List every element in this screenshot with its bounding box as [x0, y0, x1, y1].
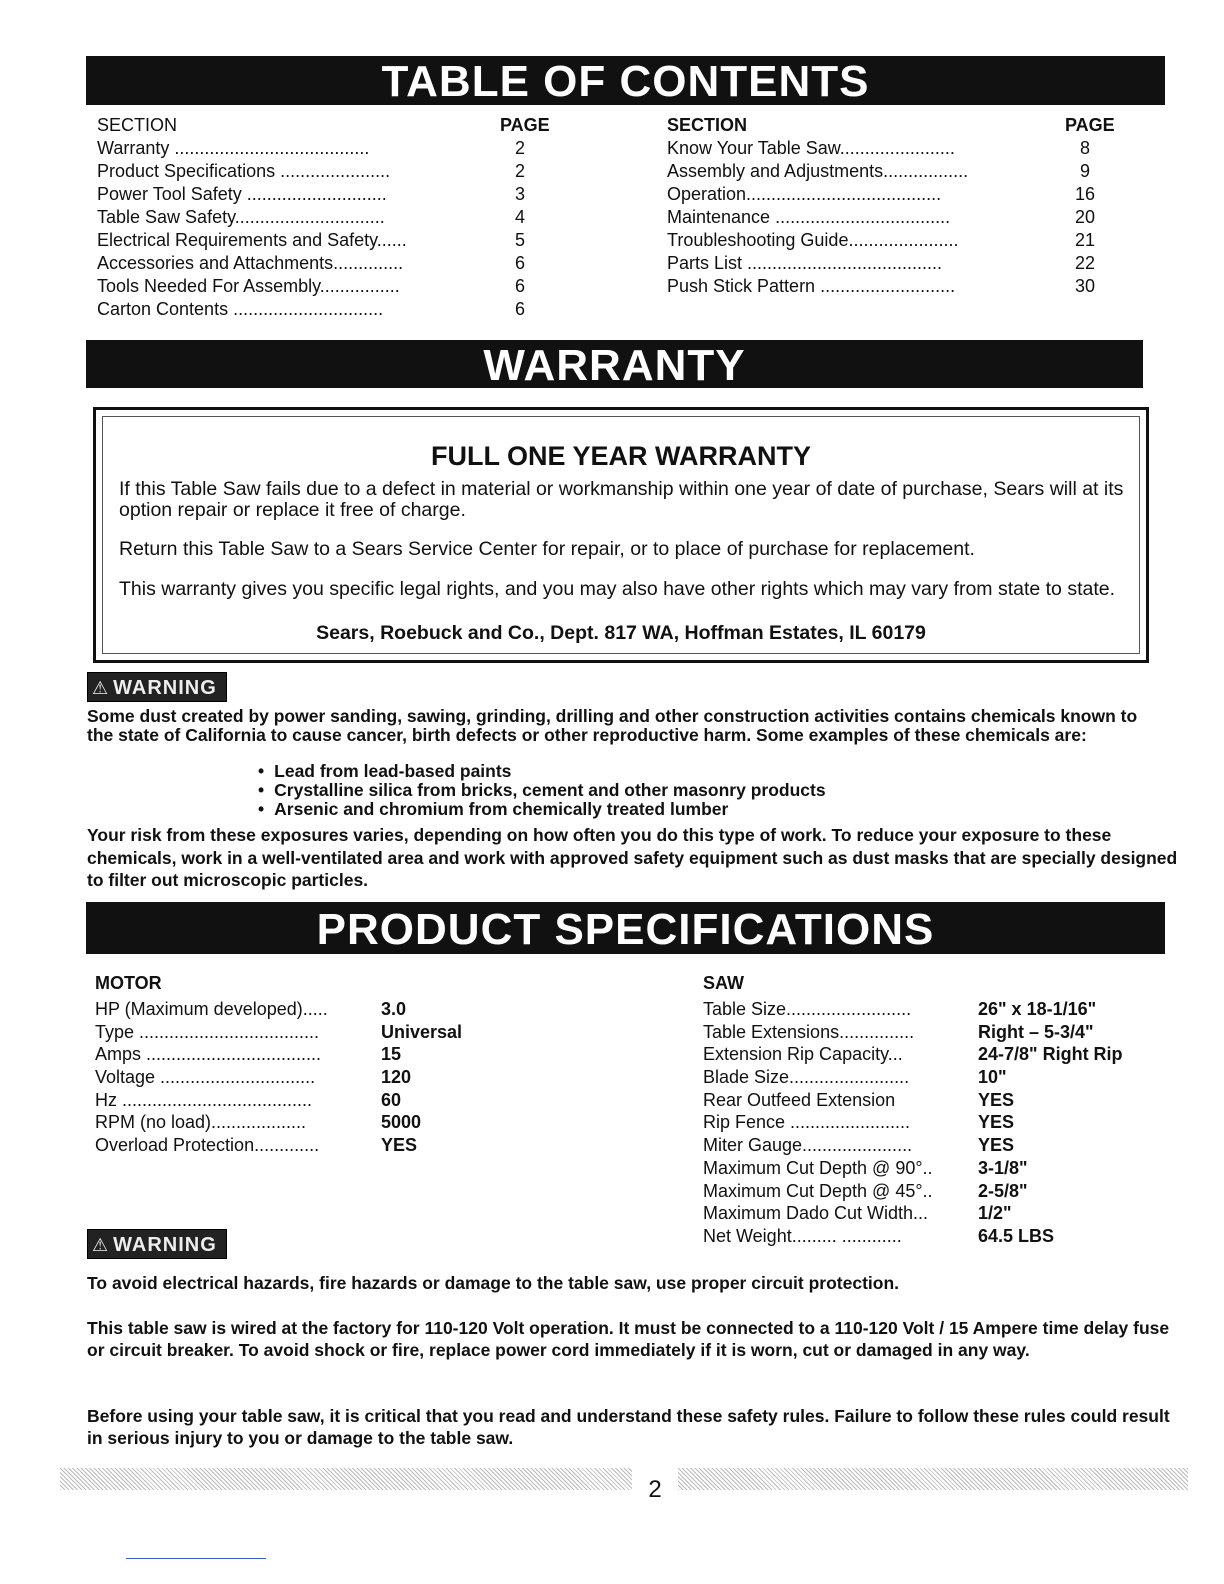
spec-row	[95, 1089, 515, 1112]
warranty-heading: WARRANTY	[483, 341, 746, 390]
spec-label: Table Size.........................	[703, 999, 912, 1019]
warning-label: WARNING	[113, 677, 217, 699]
saw-specs	[703, 972, 1173, 1248]
spec-value: Right – 5-3/4"	[978, 1021, 1094, 1042]
warning-triangle-icon: ⚠	[92, 1235, 110, 1255]
toc-entry-page: 8	[1079, 138, 1090, 158]
spec-label: Blade Size........................	[703, 1067, 910, 1088]
toc-row	[97, 252, 567, 275]
warranty-paragraph: This warranty gives you specific legal rights, and you may also have other rights which may vary from state to state.	[119, 578, 1116, 600]
toc-row	[97, 206, 567, 229]
toc-row	[667, 183, 1137, 206]
spec-row	[703, 1134, 1173, 1157]
toc-left-column	[97, 114, 567, 321]
spec-row	[703, 1111, 1173, 1134]
spec-value: 26" x 18-1/16"	[978, 999, 1097, 1019]
spec-label: Rear Outfeed Extension	[703, 1089, 896, 1110]
toc-entry-page: 22	[1074, 253, 1096, 273]
spec-row	[703, 998, 1173, 1021]
toc-entry-page: 6	[514, 299, 525, 319]
spec-value: YES	[978, 1112, 1015, 1133]
bottom-rule	[126, 1558, 266, 1559]
spec-value: YES	[978, 1089, 1015, 1110]
spec-label: RPM (no load)...................	[95, 1112, 307, 1133]
spec-label: Voltage ...............................	[95, 1067, 316, 1088]
toc-row	[97, 229, 567, 252]
toc-entry-page: 2	[514, 138, 525, 158]
spec-row	[703, 1180, 1173, 1203]
toc-right-column	[667, 114, 1137, 298]
specs-heading: PRODUCT SPECIFICATIONS	[316, 905, 935, 954]
toc-row	[667, 275, 1137, 298]
list-item: • Arsenic and chromium from chemically treated lumber	[258, 800, 826, 819]
spec-label: Overload Protection.............	[95, 1135, 320, 1156]
toc-row	[667, 252, 1137, 275]
toc-entry-label: Maintenance ...................................	[667, 207, 951, 227]
toc-row	[97, 183, 567, 206]
spec-label: Net Weight......... ............	[703, 1225, 902, 1246]
toc-entry-label: Tools Needed For Assembly................	[97, 276, 400, 296]
electrical-warning-2: This table saw is wired at the factory for 110-120 Volt operation. It must be connected to a 110-120 Volt / 15 Ampere time delay fuse or circuit breaker. To avoid shock or fire, replace power cord immediately if it is worn, cut or damaged in any way.	[87, 1318, 1170, 1360]
spec-label: Amps ...................................	[95, 1044, 322, 1065]
warranty-paragraph: Return this Table Saw to a Sears Service Center for repair, or to place of purchase for replacement.	[119, 538, 975, 560]
toc-row	[667, 229, 1137, 252]
toc-heading-banner	[86, 56, 1165, 105]
toc-entry-page: 20	[1074, 207, 1096, 227]
spec-row	[703, 1157, 1173, 1180]
toc-entry-page: 16	[1074, 184, 1096, 204]
warning-badge	[87, 672, 227, 702]
spec-value: 3-1/8"	[978, 1157, 1028, 1178]
spec-label: Miter Gauge......................	[703, 1135, 913, 1156]
spec-label: Maximum Cut Depth @ 90°..	[703, 1157, 933, 1178]
toc-section-label: SECTION	[667, 115, 748, 135]
spec-row	[95, 1134, 515, 1157]
spec-label: Table Extensions...............	[703, 1021, 915, 1042]
spec-label: Type ....................................	[95, 1021, 320, 1042]
warranty-paragraph: If this Table Saw fails due to a defect in material or workmanship within one year of date of purchase, Sears will at its option repair or replace it free of charge.	[119, 478, 1124, 521]
toc-heading: TABLE OF CONTENTS	[381, 57, 870, 106]
saw-heading: SAW	[703, 973, 745, 993]
spec-label: Maximum Dado Cut Width...	[703, 1203, 929, 1224]
toc-row	[97, 275, 567, 298]
toc-entry-page: 3	[514, 184, 525, 204]
spec-value: 1/2"	[978, 1203, 1012, 1224]
spec-row	[95, 1043, 515, 1066]
toc-entry-label: Carton Contents ..............................	[97, 299, 384, 319]
toc-entry-label: Electrical Requirements and Safety......	[97, 230, 407, 250]
spec-value: 24-7/8" Right Rip	[978, 1044, 1123, 1065]
toc-entry-page: 4	[514, 207, 525, 227]
warranty-heading-banner	[86, 340, 1143, 388]
toc-entry-label: Know Your Table Saw.......................	[667, 138, 955, 158]
toc-entry-label: Warranty .......................................	[97, 138, 370, 158]
toc-entry-page: 2	[514, 161, 525, 181]
spec-row	[703, 1089, 1173, 1112]
toc-entry-page: 6	[514, 276, 525, 296]
spec-value: 5000	[381, 1112, 422, 1133]
spec-row	[95, 1066, 515, 1089]
toc-entry-label: Table Saw Safety..............................	[97, 207, 385, 227]
toc-row	[667, 206, 1137, 229]
toc-entry-page: 30	[1074, 276, 1096, 296]
spec-row	[703, 1021, 1173, 1044]
toc-entry-label: Troubleshooting Guide......................	[667, 230, 959, 250]
toc-page-label: PAGE	[500, 115, 550, 135]
spec-row	[95, 1111, 515, 1134]
toc-row	[667, 160, 1137, 183]
toc-entry-page: 5	[514, 230, 525, 250]
spec-row	[703, 1225, 1173, 1248]
spec-label: Hz ......................................	[95, 1089, 313, 1110]
warning-triangle-icon: ⚠	[92, 678, 110, 698]
warranty-box-inner	[102, 416, 1140, 654]
warning-badge	[87, 1229, 227, 1259]
toc-entry-label: Accessories and Attachments..............	[97, 253, 404, 273]
toc-row	[667, 137, 1137, 160]
dust-warning-risk: Your risk from these exposures varies, depending on how often you do this type of work. To reduce your exposure to these chemicals, work in a well-ventilated area and work with approved safety equipment such as dust masks that are specially designed to filter out microscopic particles.	[87, 825, 1178, 890]
warranty-title: FULL ONE YEAR WARRANTY	[430, 441, 812, 471]
spec-value: Universal	[381, 1021, 463, 1042]
spec-row	[95, 998, 515, 1021]
list-item: • Crystalline silica from bricks, cement and other masonry products	[258, 781, 826, 800]
toc-row	[97, 137, 567, 160]
warranty-address: Sears, Roebuck and Co., Dept. 817 WA, Hoffman Estates, IL 60179	[316, 622, 926, 644]
list-item: • Lead from lead-based paints	[258, 762, 826, 781]
toc-entry-label: Operation.......................................	[667, 184, 942, 204]
spec-value: 10"	[978, 1067, 1007, 1088]
spec-label: Rip Fence ........................	[703, 1112, 911, 1133]
warning-label: WARNING	[113, 1234, 217, 1256]
toc-entry-page: 9	[1079, 161, 1090, 181]
spec-value: YES	[381, 1135, 418, 1156]
toc-entry-label: Power Tool Safety ............................	[97, 184, 387, 204]
toc-left-header	[97, 114, 567, 137]
spec-label: Maximum Cut Depth @ 45°..	[703, 1180, 933, 1201]
spec-value: 60	[381, 1089, 402, 1110]
toc-right-header	[667, 114, 1137, 137]
spec-value: 15	[381, 1044, 402, 1065]
electrical-warning-3: Before using your table saw, it is critical that you read and understand these safety rules. Failure to follow these rules could result in serious injury to you or damage to the table saw.	[87, 1406, 1170, 1448]
page-number: 2	[648, 1476, 662, 1503]
motor-heading: MOTOR	[95, 973, 162, 993]
toc-entry-label: Parts List .......................................	[667, 253, 943, 273]
toc-page-label: PAGE	[1065, 115, 1115, 135]
spec-value: 120	[381, 1067, 412, 1088]
toc-entry-label: Assembly and Adjustments.................	[667, 161, 969, 181]
toc-section-label: SECTION	[97, 115, 178, 135]
spec-row	[95, 1021, 515, 1044]
toc-entry-page: 21	[1074, 230, 1096, 250]
toc-entry-page: 6	[514, 253, 525, 273]
dust-chemicals-list	[258, 762, 826, 819]
spec-label: Extension Rip Capacity...	[703, 1044, 903, 1065]
specs-heading-banner	[86, 902, 1165, 954]
toc-row	[97, 298, 567, 321]
spec-value: 64.5 LBS	[978, 1225, 1055, 1246]
spec-label: HP (Maximum developed).....	[95, 999, 328, 1019]
spec-value: 2-5/8"	[978, 1180, 1028, 1201]
toc-row	[97, 160, 567, 183]
warranty-box	[93, 407, 1149, 663]
spec-value: YES	[978, 1135, 1015, 1156]
footer-pattern-left	[60, 1468, 632, 1490]
spec-row	[703, 1043, 1173, 1066]
spec-row	[703, 1066, 1173, 1089]
spec-row	[703, 1202, 1173, 1225]
footer-pattern-right	[678, 1468, 1188, 1490]
motor-specs	[95, 972, 515, 1157]
spec-value: 3.0	[381, 999, 407, 1019]
toc-entry-label: Push Stick Pattern ...........................	[667, 276, 956, 296]
dust-warning-intro: Some dust created by power sanding, sawing, grinding, drilling and other construction activities contains chemicals known to the state of California to cause cancer, birth defects or other reproductive harm. Some examples of these chemicals are:	[87, 706, 1138, 745]
electrical-warning-1: To avoid electrical hazards, fire hazards or damage to the table saw, use proper circuit protection.	[87, 1273, 900, 1293]
toc-entry-label: Product Specifications ......................	[97, 161, 391, 181]
